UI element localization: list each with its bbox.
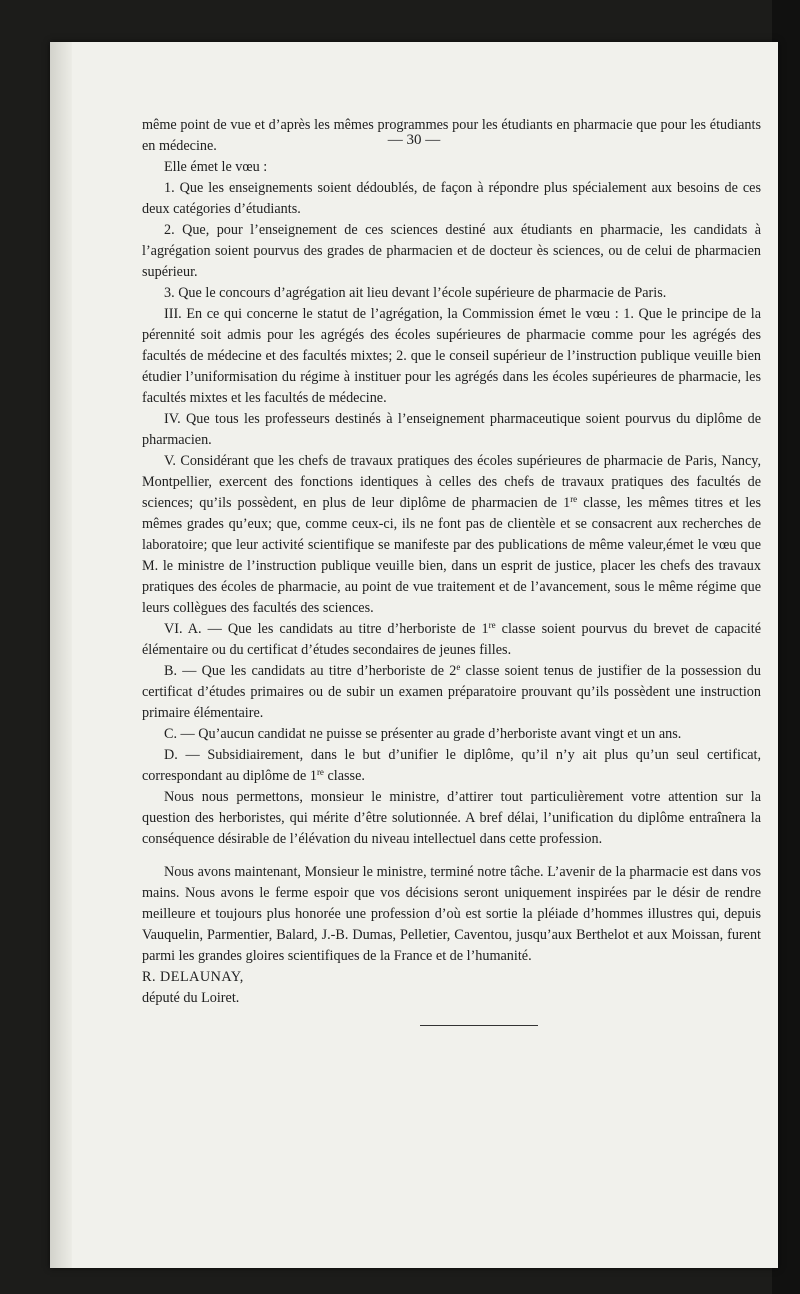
document-body	[142, 115, 761, 1026]
closing-rule	[420, 1025, 538, 1026]
paragraph-continuation: même point de vue et d’après les mêmes programmes pour les étudiants en pharmacie que pour les étudiants en médecine.	[142, 117, 761, 154]
paragraph-section-iv: IV. Que tous les professeurs destinés à l’enseignement pharmaceutique soient pourvus du diplôme de pharmacien.	[142, 411, 761, 448]
signature-name-text: R. DELAUNAY,	[142, 969, 244, 985]
paragraph-section-iii: III. En ce qui concerne le statut de l’agrégation, la Commission émet le vœu : 1. Que le principe de la pérennité soit admis pour les agrégés des écoles supérieures de pharmacie comme pour les agrégés des facultés de médecine et des facultés mixtes; 2. que le conseil supérieur de l’instruction publique veuille bien étudier l’uniformisation du régime à instituer pour les agrégés dans les écoles supérieures de pharmacie, les facultés mixtes et les facultés de médecine.	[142, 306, 761, 406]
paragraph-voeu-intro: Elle émet le vœu :	[164, 159, 268, 175]
paragraph-herboristes: Nous nous permettons, monsieur le ministre, d’attirer tout particulièrement votre attention sur la question des herboristes, qui mérite d’être solutionnée. A bref délai, l’unification du diplôme entraînera la conséquence désirable de l’élévation du niveau intellectuel dans cette profession.	[142, 789, 761, 847]
ordinal-suffix: re	[488, 620, 496, 630]
paragraph-section-vi-d: D. — Subsidiairement, dans le but d’unifier le diplôme, qu’il n’y ait plus qu’un seul certificat, correspondant au diplôme de 1re classe.	[142, 747, 761, 784]
ordinal-suffix: re	[316, 767, 324, 777]
signature-name	[142, 967, 761, 988]
signature-title: député du Loiret.	[142, 990, 240, 1006]
paragraph-item-3: 3. Que le concours d’agrégation ait lieu devant l’école supérieure de pharmacie de Paris.	[164, 285, 667, 301]
paragraph-gap	[142, 850, 761, 862]
ordinal-suffix: re	[570, 494, 578, 504]
paragraph-section-v: V. Considérant que les chefs de travaux pratiques des écoles supérieures de pharmacie de Paris, Nancy, Montpellier, exercent des fonctions identiques à celles des chefs de travaux pratiques des facultés de sciences; qu’ils possèdent, en plus de leur diplôme de pharmacien de 1re classe, les mêmes titres et les mêmes grades qu’eux; que, comme ceux-ci, ils ne font pas de clientèle et se consacrent aux recherches de laboratoire; que leur activité scientifique se manifeste par des publications de même valeur,émet le vœu que M. le ministre de l’instruction publique veuille bien, dans un esprit de justice, placer les chefs des travaux pratiques des écoles de pharmacie, au point de vue traitement et de l’avancement, sous le même régime que leurs collègues des facultés des sciences.	[142, 453, 761, 616]
paragraph-section-vi-c: C. — Qu’aucun candidat ne puisse se présenter au grade d’herboriste avant vingt et un ans.	[164, 726, 682, 742]
page-number: — 30 —	[387, 132, 441, 148]
ordinal-suffix: e	[456, 662, 461, 672]
paragraph-item-1: 1. Que les enseignements soient dédoublés, de façon à répondre plus spécialement aux besoins de ces deux catégories d’étudiants.	[142, 180, 761, 217]
paragraph-section-vi-b: B. — Que les candidats au titre d’herboriste de 2e classe soient tenus de justifier de la possession du certificat d’études primaires ou de subir un examen préparatoire prouvant qu’ils possèdent une instruction primaire élémentaire.	[142, 662, 761, 721]
paragraph-section-vi-a: VI. A. — Que les candidats au titre d’herboriste de 1re classe soient pourvus du brevet de capacité élémentaire ou du certificat d’études secondaires de jeunes filles.	[142, 620, 761, 658]
paragraph-conclusion: Nous avons maintenant, Monsieur le ministre, terminé notre tâche. L’avenir de la pharmacie est dans vos mains. Nous avons le ferme espoir que vos décisions seront uniquement inspirées par le désir de rendre meilleure et toujours plus honorée une profession d’où est sortie la pléiade d’hommes illustres qui, depuis Vauquelin, Parmentier, Balard, J.-B. Dumas, Pelletier, Caventou, jusqu’aux Berthelot et aux Moissan, furent parmi les grandes gloires scientifiques de la France et de l’humanité.	[142, 864, 761, 964]
paragraph-item-2: 2. Que, pour l’enseignement de ces sciences destiné aux étudiants en pharmacie, les candidats à l’agrégation soient pourvus des grades de pharmacien et de docteur ès sciences, ou de celui de pharmacien supérieur.	[142, 222, 761, 280]
